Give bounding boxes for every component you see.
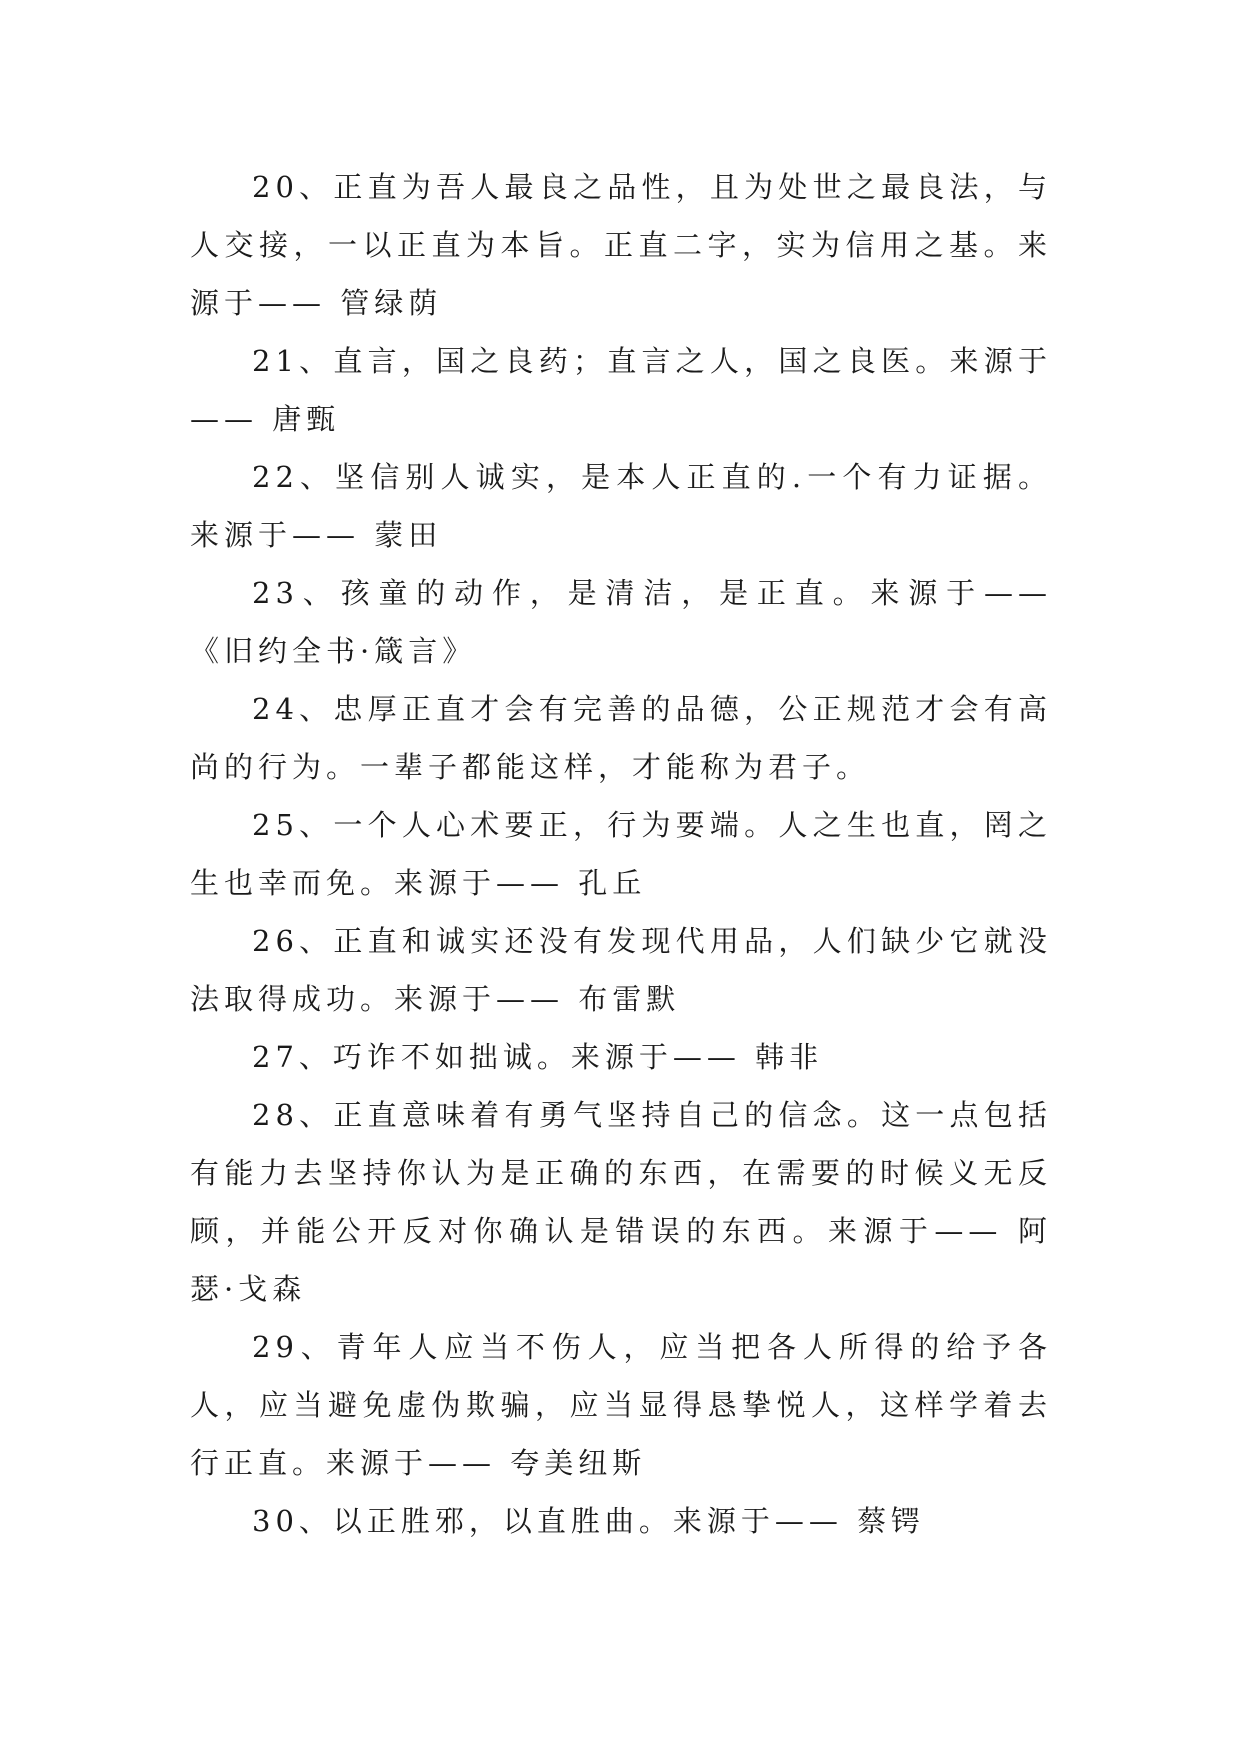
quote-paragraph-29: 29、青年人应当不伤人，应当把各人所得的给予各人，应当避免虚伪欺骗，应当显得恳挚悦人，这样学着去行正直。来源于—— 夸美纽斯 (190, 1330, 1052, 1480)
quote-paragraph-30: 30、以正胜邪，以直胜曲。来源于—— 蔡锷 (252, 1504, 926, 1538)
document-body (190, 158, 1052, 1550)
quote-paragraph-24: 24、忠厚正直才会有完善的品德，公正规范才会有高尚的行为。一辈子都能这样，才能称为君子。 (190, 692, 1052, 784)
quote-paragraph-27: 27、巧诈不如拙诚。来源于—— 韩非 (252, 1040, 824, 1074)
quote-paragraph-21: 21、直言，国之良药；直言之人，国之良医。来源于—— 唐甄 (190, 344, 1052, 436)
quote-paragraph-26: 26、正直和诚实还没有发现代用品，人们缺少它就没法取得成功。来源于—— 布雷默 (190, 924, 1052, 1016)
quote-paragraph-25: 25、一个人心术要正，行为要端。人之生也直，罔之生也幸而免。来源于—— 孔丘 (190, 808, 1052, 900)
quote-paragraph-23: 23、孩童的动作，是清洁，是正直。来源于—— 《旧约全书·箴言》 (190, 576, 1052, 668)
quote-paragraph-22: 22、坚信别人诚实，是本人正直的.一个有力证据。来源于—— 蒙田 (190, 460, 1052, 552)
quote-paragraph-20: 20、正直为吾人最良之品性，且为处世之最良法，与人交接，一以正直为本旨。正直二字，实为信用之基。来源于—— 管绿荫 (190, 170, 1052, 320)
quote-paragraph-28: 28、正直意味着有勇气坚持自己的信念。这一点包括有能力去坚持你认为是正确的东西，在需要的时候义无反顾，并能公开反对你确认是错误的东西。来源于—— 阿瑟·戈森 (190, 1098, 1052, 1306)
